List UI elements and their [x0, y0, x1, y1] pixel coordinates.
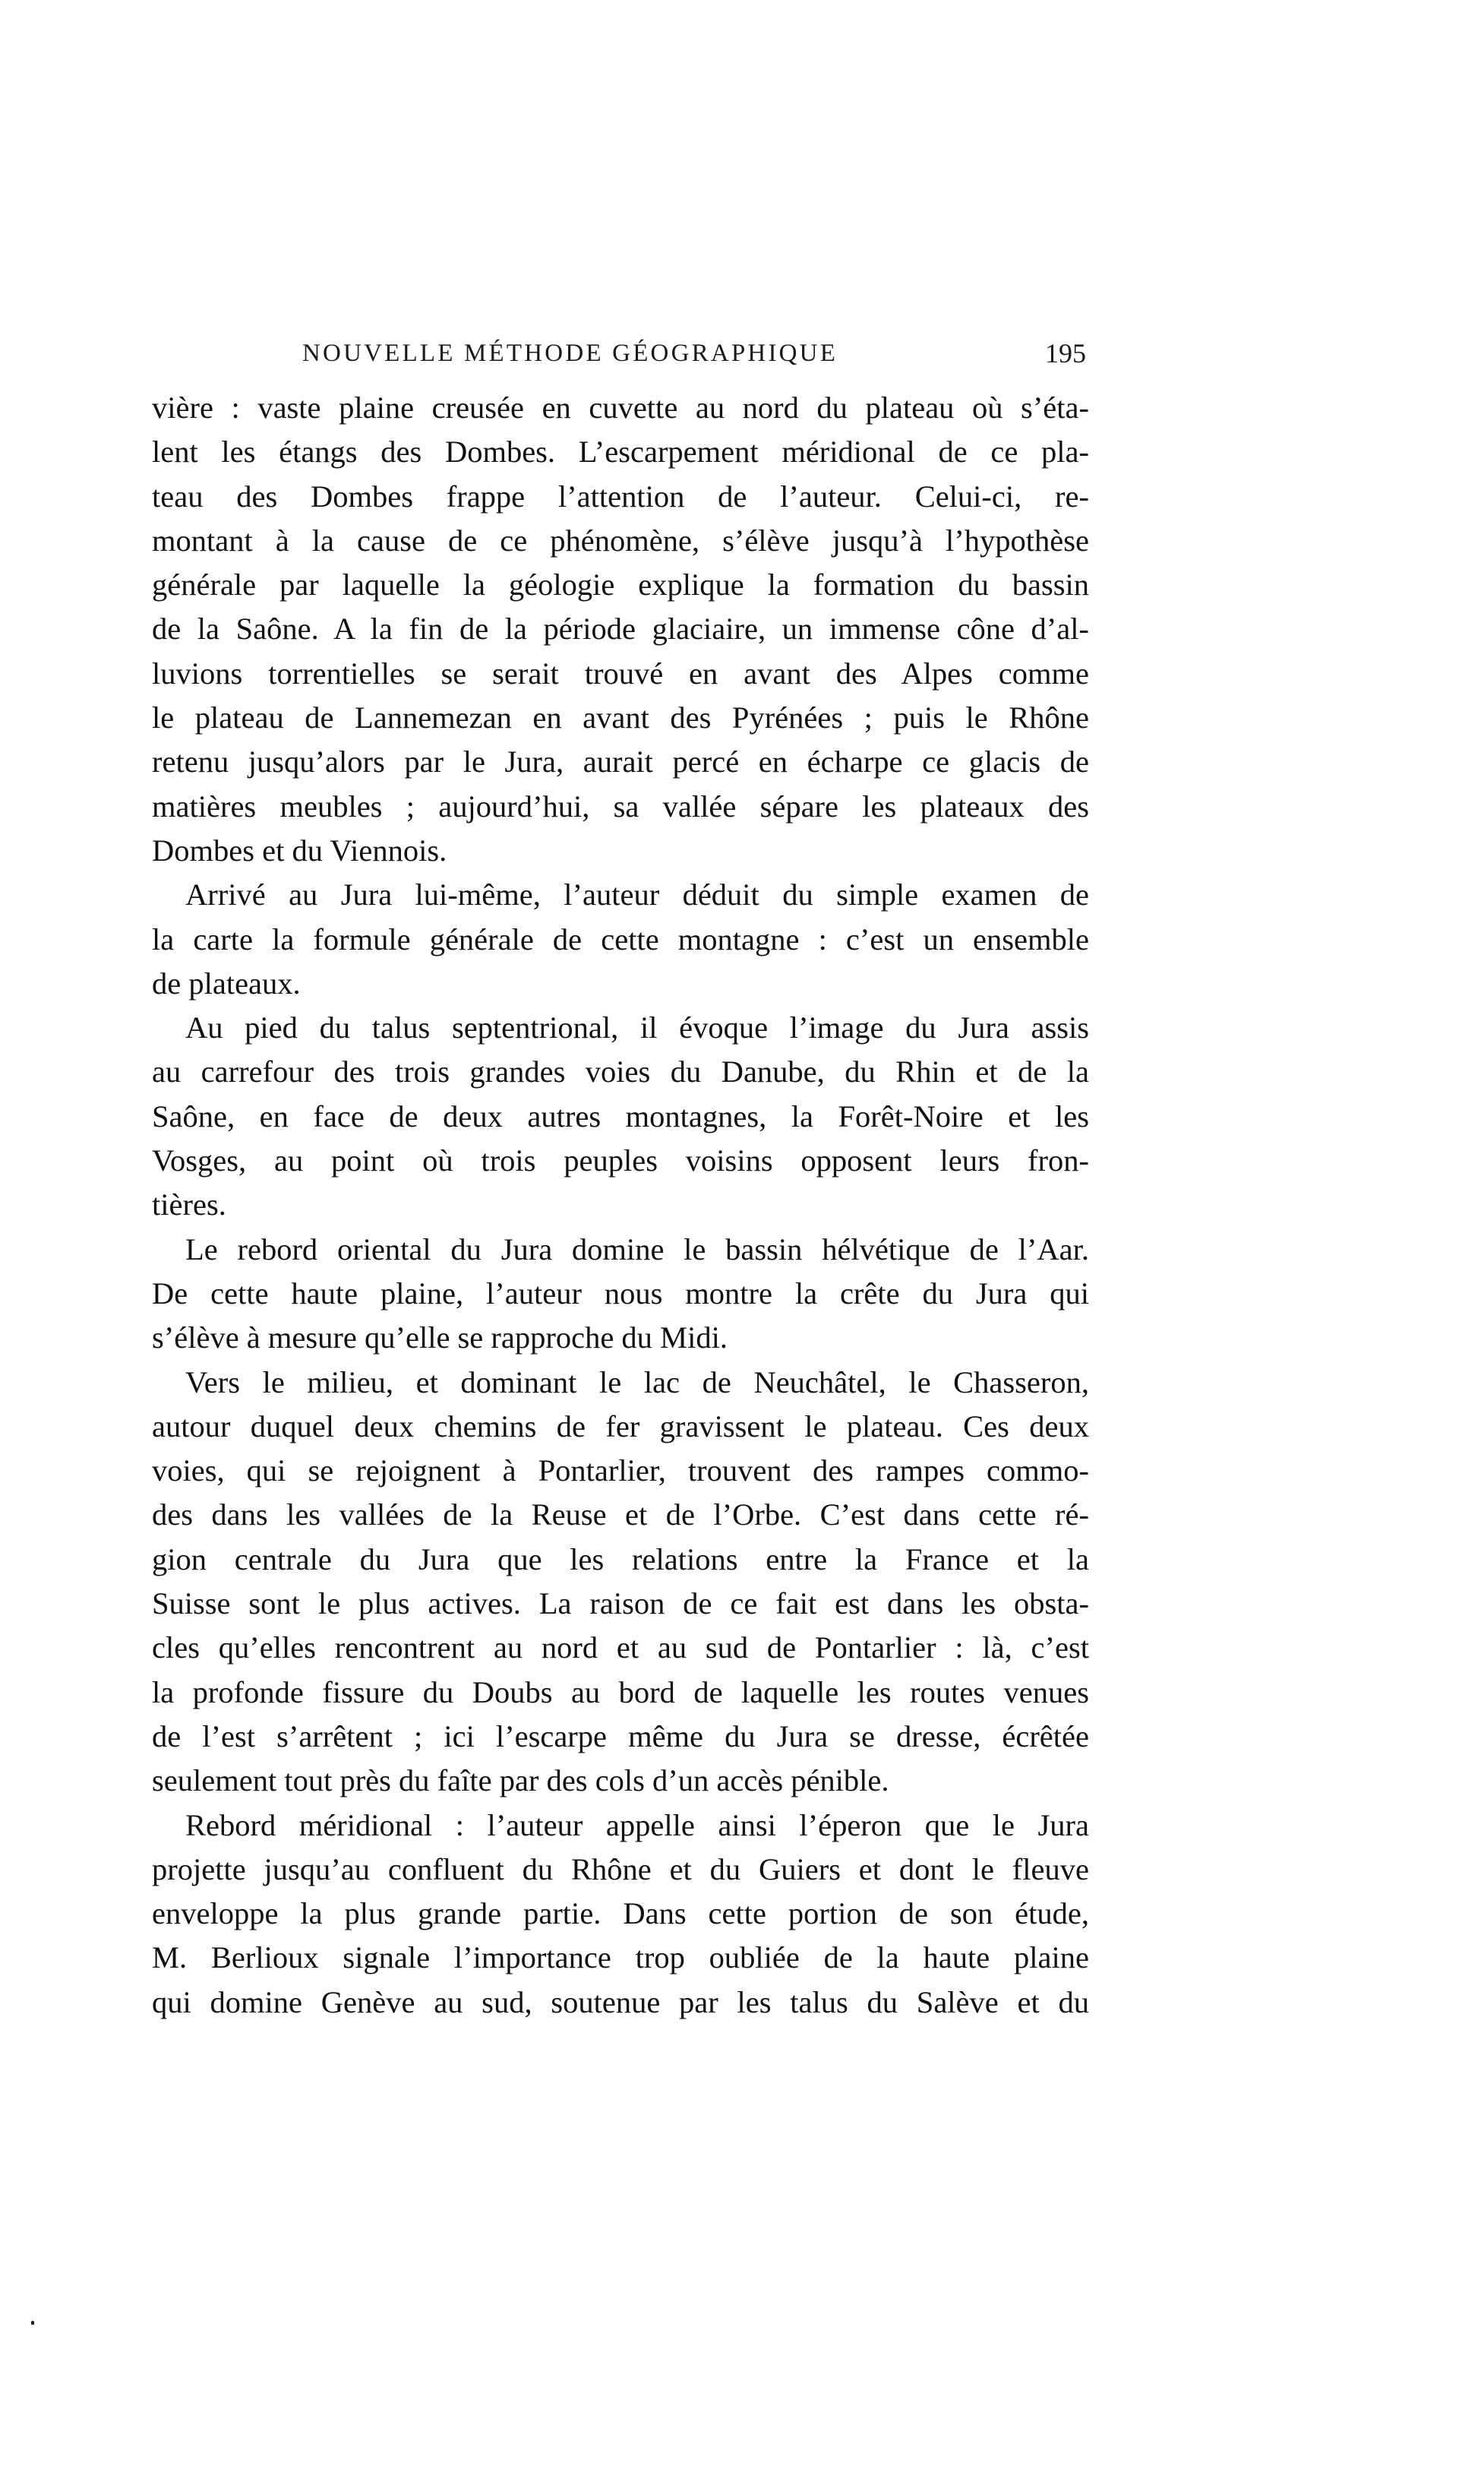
running-head — [302, 334, 1086, 372]
scan-speck — [31, 2321, 34, 2325]
text-line: la profonde fissure du Doubs au bord de laquelle les routes venues — [152, 1674, 1089, 1709]
text-line: générale par laquelle la géologie explique la formation du bassin — [152, 568, 1089, 602]
text-line: Le rebord oriental du Jura domine le bassin hélvétique de l’Aar. — [185, 1231, 1089, 1266]
text-line: M. Berlioux signale l’importance trop oubliée de la haute plaine — [152, 1940, 1089, 1975]
text-line: Arrivé au Jura lui-même, l’auteur déduit du simple examen de — [185, 877, 1089, 912]
paragraph — [152, 1006, 1089, 1227]
text-line: de plateaux. — [152, 966, 301, 1001]
text-line: enveloppe la plus grande partie. Dans cette portion de son étude, — [152, 1896, 1089, 1931]
text-line: luvions torrentielles se serait trouvé en avant des Alpes comme — [152, 656, 1089, 691]
text-line: Au pied du talus septentrional, il évoque l’image du Jura assis — [185, 1010, 1089, 1045]
text-line: Vosges, au point où trois peuples voisins opposent leurs fron- — [152, 1143, 1089, 1178]
paragraph — [152, 1228, 1089, 1361]
text-line: gion centrale du Jura que les relations entre la France et la — [152, 1541, 1089, 1576]
text-line: qui domine Genève au sud, soutenue par les talus du Salève et du — [152, 1984, 1089, 2019]
text-line: voies, qui se rejoignent à Pontarlier, trouvent des rampes commo- — [152, 1453, 1089, 1488]
paragraph — [152, 386, 1089, 873]
text-line: Saône, en face de deux autres montagnes, la Forêt-Noire et les — [152, 1099, 1089, 1133]
paragraph — [152, 873, 1089, 1006]
text-line: cles qu’elles rencontrent au nord et au sud de Pontarlier : là, c’est — [152, 1630, 1089, 1665]
text-line: lent les étangs des Dombes. L’escarpement méridional de ce pla- — [152, 435, 1089, 469]
text-line: seulement tout près du faîte par des cols d’un accès pénible. — [152, 1763, 889, 1798]
text-line: la carte la formule générale de cette montagne : c’est un ensemble — [152, 922, 1089, 956]
text-line: autour duquel deux chemins de fer gravissent le plateau. Ces deux — [152, 1408, 1089, 1443]
text-line: montant à la cause de ce phénomène, s’élève jusqu’à l’hypothèse — [152, 523, 1089, 558]
body-text — [152, 386, 1089, 2025]
text-line: au carrefour des trois grandes voies du Danube, du Rhin et de la — [152, 1054, 1089, 1089]
text-line: Dombes et du Viennois. — [152, 833, 447, 868]
paragraph — [152, 1804, 1089, 2025]
text-line: Vers le milieu, et dominant le lac de Neuchâtel, le Chasseron, — [185, 1364, 1089, 1399]
text-line: Suisse sont le plus actives. La raison de ce fait est dans les obsta- — [152, 1586, 1089, 1621]
text-line: matières meubles ; aujourd’hui, sa vallée sépare les plateaux des — [152, 789, 1089, 824]
text-line: Rebord méridional : l’auteur appelle ainsi l’éperon que le Jura — [185, 1807, 1089, 1842]
text-line: s’élève à mesure qu’elle se rapproche du Midi. — [152, 1320, 728, 1355]
text-line: De cette haute plaine, l’auteur nous montre la crête du Jura qui — [152, 1276, 1089, 1310]
text-line: tières. — [152, 1187, 226, 1222]
text-line: de la Saône. A la fin de la période glaciaire, un immense cône d’al- — [152, 612, 1089, 647]
text-line: vière : vaste plaine creusée en cuvette au nord du plateau où s’éta- — [152, 390, 1089, 425]
text-line: projette jusqu’au confluent du Rhône et du Guiers et dont le fleuve — [152, 1851, 1089, 1886]
text-line: de l’est s’arrêtent ; ici l’escarpe même du Jura se dresse, écrêtée — [152, 1718, 1089, 1753]
text-line: le plateau de Lannemezan en avant des Pyrénées ; puis le Rhône — [152, 700, 1089, 735]
text-line: teau des Dombes frappe l’attention de l’auteur. Celui-ci, re- — [152, 479, 1089, 514]
text-line: des dans les vallées de la Reuse et de l’Orbe. C’est dans cette ré- — [152, 1497, 1089, 1532]
paragraph — [152, 1361, 1089, 1804]
text-line: retenu jusqu’alors par le Jura, aurait percé en écharpe ce glacis de — [152, 745, 1089, 779]
page-number: 195 — [1045, 338, 1086, 368]
running-title: NOUVELLE MÉTHODE GÉOGRAPHIQUE — [302, 340, 838, 367]
